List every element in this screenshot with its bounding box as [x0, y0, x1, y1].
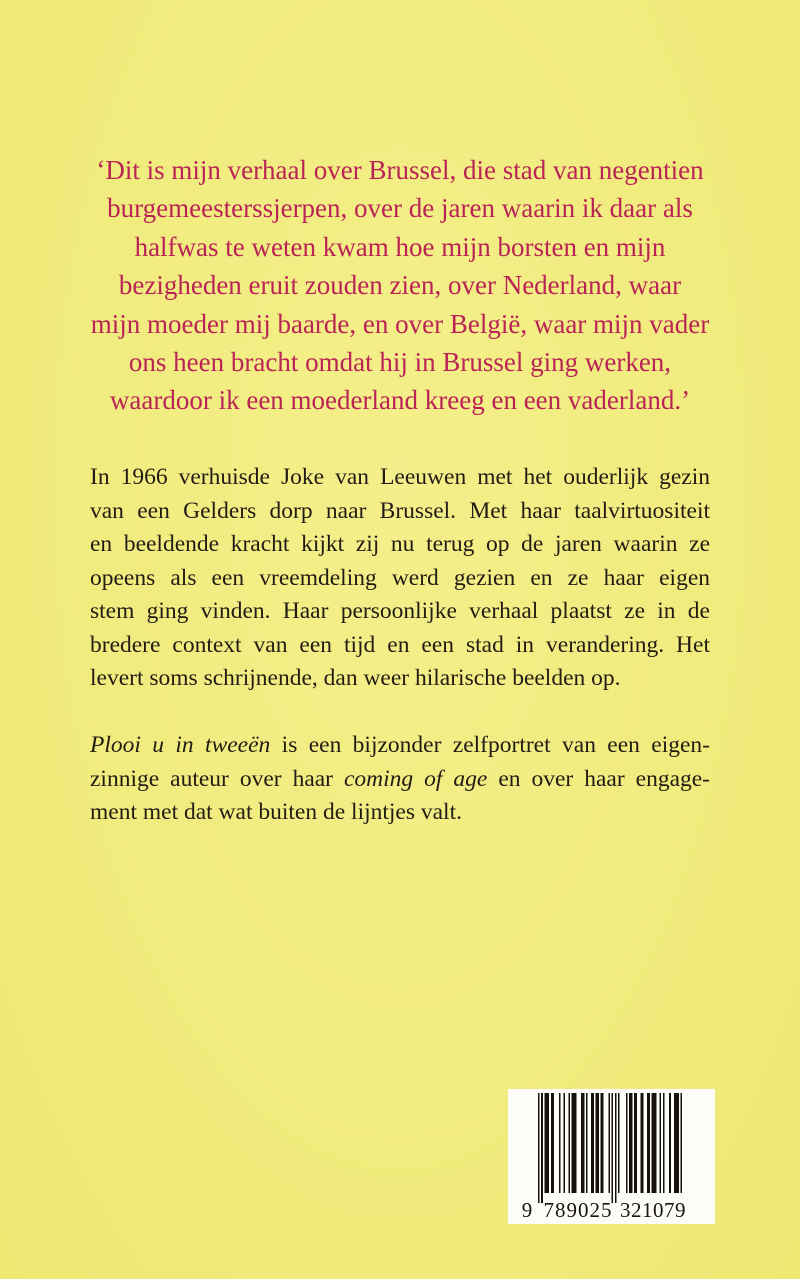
- quote-line: ons heen bracht omdat hij in Brussel ging werken,: [128, 347, 672, 378]
- quote-line: waardoor ik een moederland kreeg en een vaderland.’: [109, 385, 691, 416]
- text-line: ment met dat wat buiten de lijntjes valt.: [90, 799, 462, 825]
- text-line: en beeldende kracht kijkt zij nu terug op de jaren waarin ze: [90, 531, 710, 557]
- paragraph: [90, 461, 710, 696]
- text-line: stem ging vinden. Haar persoonlijke verhaal plaatst ze in de: [90, 598, 710, 624]
- body-paragraphs: [90, 461, 710, 830]
- quote-line: halfwas te weten kwam hoe mijn borsten en mijn: [134, 231, 666, 262]
- text-line: opeens als een vreemdeling werd gezien en ze haar eigen: [90, 564, 710, 591]
- text-line: In 1966 verhuisde Joke van Leeuwen met het ouderlijk gezin: [90, 464, 710, 490]
- text-line: levert soms schrijnende, dan weer hilarische beelden op.: [90, 665, 621, 691]
- quote-line: burgemeesterssjerpen, over de jaren waarin ik daar als: [107, 193, 693, 224]
- isbn-barcode: [508, 1089, 715, 1224]
- barcode-bars: [538, 1093, 690, 1203]
- quote-line: mijn moeder mij baarde, en over België, waar mijn vader: [90, 308, 710, 339]
- text-line: van een Gelders dorp naar Brussel. Met haar taalvirtuositeit: [90, 497, 710, 524]
- barcode-digit-group-2: 321079: [620, 1198, 686, 1222]
- text-line: bredere context van een tijd en een stad in verandering. Het: [90, 631, 710, 658]
- paragraph: [90, 729, 710, 830]
- quote-line: bezigheden eruit zouden zien, over Nederland, waar: [118, 270, 682, 301]
- quote-line: ‘Dit is mijn verhaal over Brussel, die stad van negentien: [96, 155, 704, 185]
- barcode-digit-group-1: 789025: [543, 1198, 613, 1222]
- text-line: Plooi u in tweeën is een bijzonder zelfportret van een eigen-: [90, 732, 710, 758]
- text-line: zinnige auteur over haar coming of age en over haar engage-: [90, 765, 711, 792]
- cover-quote: [60, 151, 740, 420]
- barcode-lead-digit: 9: [521, 1198, 533, 1222]
